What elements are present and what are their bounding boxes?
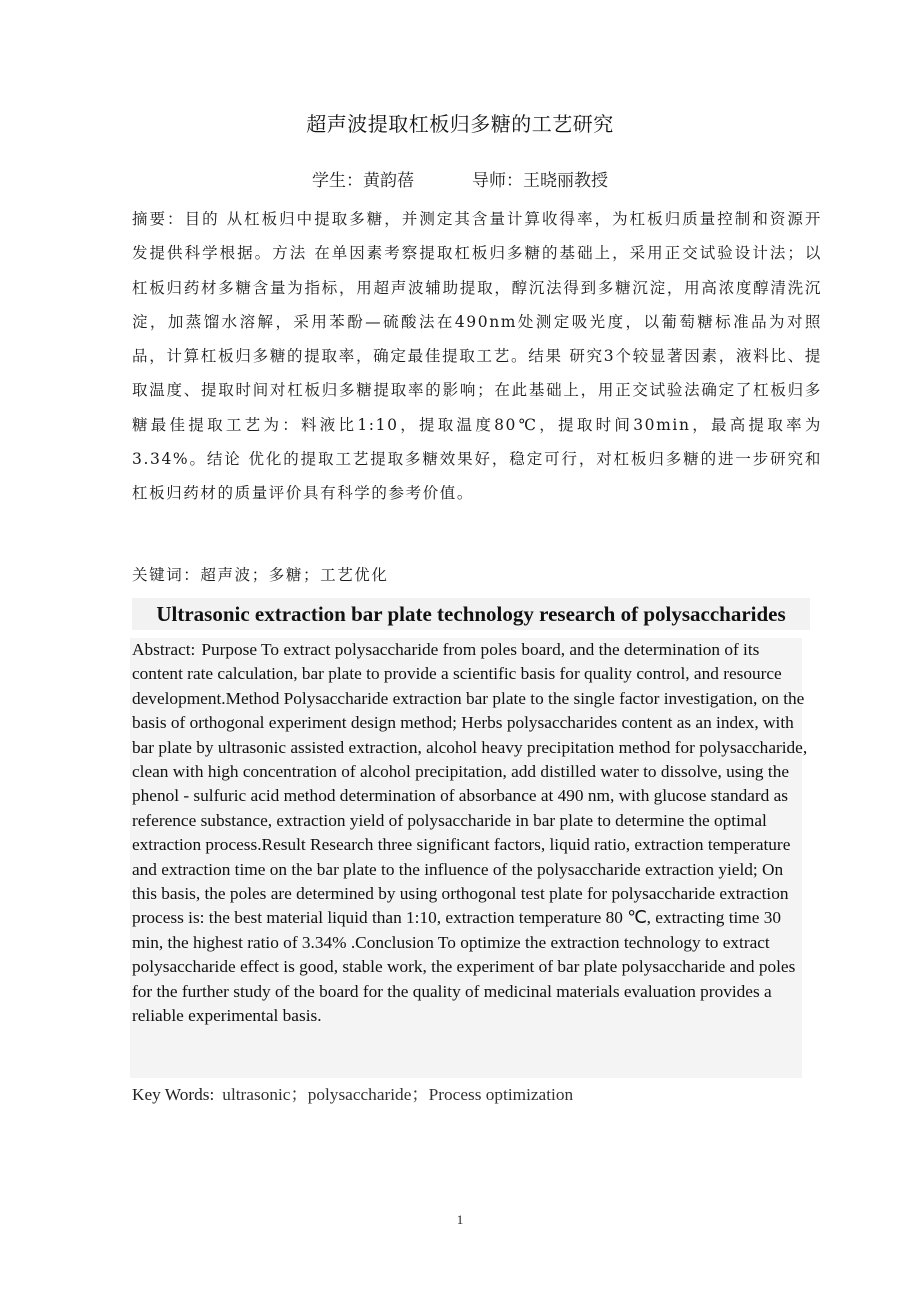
english-abstract <box>132 638 812 1029</box>
english-keywords <box>132 1080 812 1105</box>
chinese-title: 超声波提取杠板归多糖的工艺研究 <box>306 112 614 136</box>
chinese-keywords: 关键词：超声波；多糖；工艺优化 <box>132 566 389 584</box>
advisor-name: 导师：王晓丽教授 <box>472 171 608 191</box>
english-abstract-label: Abstract: <box>132 640 196 659</box>
english-keywords-label: Key Words: <box>132 1085 215 1104</box>
page-number: 1 <box>456 1212 464 1227</box>
chinese-abstract: 摘要：目的 从杠板归中提取多糖，并测定其含量计算收得率，为杠板归质量控制和资源开发提供科学根据。方法 在单因素考察提取杠板归多糖的基础上，采用正交试验设计法；以杠板归药材多糖含量为指标，用超声波辅助提取，醇沉法得到多糖沉淀，用高浓度醇清洗沉淀，加蒸馏水溶解，采用苯酚—硫酸法在490nm处测定吸光度，以葡萄糖标准品为对照品，计算杠板归多糖的提取率，确定最佳提取工艺。结果 研究3个较显著因素，液料比、提取温度、提取时间对杠板归多糖提取率的影响；在此基础上，用正交试验法确定了杠板归多糖最佳提取工艺为：料液比1:10，提取温度80℃，提取时间30min，最高提取率为3.34%。结论 优化的提取工艺提取多糖效果好，稳定可行，对杠板归多糖的进一步研究和杠板归药材的质量评价具有科学的参考价值。 <box>132 210 822 503</box>
author-line <box>0 166 920 191</box>
student-name: 学生：黄韵蓓 <box>312 171 414 191</box>
english-abstract-text: Purpose To extract polysaccharide from poles board, and the determination of its content rate calculation, bar plate to provide a scientific basis for quality control, and resource development.Method Polysaccharide extraction bar plate to the single factor investigation, on the basis of orthogonal experiment design method; Herbs polysaccharides content as an index, with bar plate by ultrasonic assisted extraction, alcohol heavy precipitation method for polysaccharide, clean with high concentration of alcohol precipitation, add distilled water to dissolve, using the phenol - sulfuric acid method determination of absorbance at 490 nm, with glucose standard as reference substance, extraction yield of polysaccharide in bar plate to determine the optimal extraction process.Result Research three significant factors, liquid ratio, extraction temperature and extraction time on the bar plate to the influence of the polysaccharide extraction yield; On this basis, the poles are determined by using orthogonal test plate for polysaccharide extraction process is: the best material liquid than 1:10, extraction temperature 80 ℃, extracting time 30 min, the highest ratio of 3.34% .Conclusion To optimize the extraction technology to extract polysaccharide effect is good, stable work, the experiment of bar plate polysaccharide and poles for the further study of the board for the quality of medicinal materials evaluation provides a reliable experimental basis. <box>132 640 808 1026</box>
english-title: Ultrasonic extraction bar plate technology research of polysaccharides <box>132 598 810 630</box>
english-keywords-values: ultrasonic；polysaccharide；Process optimization <box>222 1085 574 1104</box>
